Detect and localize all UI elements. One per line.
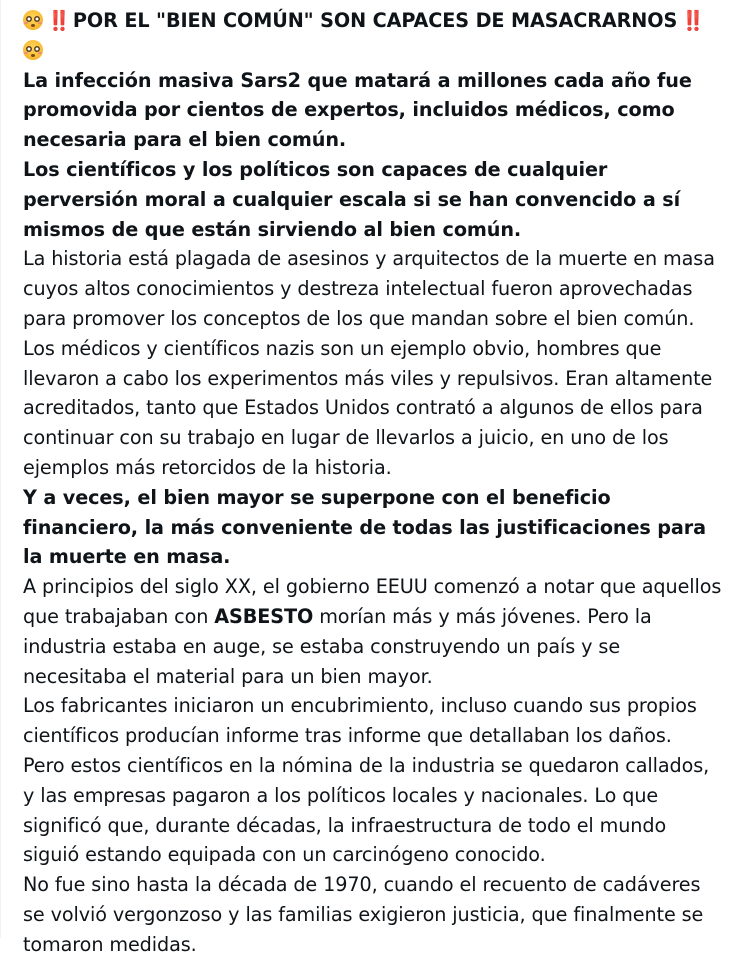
post-title-line <box>23 6 724 66</box>
flushed-face-icon <box>23 10 43 30</box>
paragraph-2: Los científicos y los políticos son capaces de cualquier perversión moral a cualquier escala si se han convencido a sí mismos de que están sirviendo al bien común. <box>23 157 681 241</box>
paragraph-5: Y a veces, el bien mayor se superpone con el beneficio financiero, la más conveniente de todas las justificaciones para la muerte en masa. <box>23 485 706 569</box>
paragraph-6-text-before: A principios del siglo XX, el gobierno EEUU comenzó a notar que aquellos que trabajaban con <box>23 575 722 628</box>
double-exclamation-icon: ‼️ <box>47 9 69 32</box>
paragraph-7: Los fabricantes iniciaron un encubrimiento, incluso cuando sus propios científicos producían informe tras informe que detallaban los daños. <box>23 694 697 748</box>
paragraph-1: La infección masiva Sars2 que matará a millones cada año fue promovida por cientos de expertos, incluidos médicos, como necesaria para el bien común. <box>23 68 692 152</box>
paragraph-6-text-after: morían más y más jóvenes. Pero la industria estaba en auge, se estaba construyendo un país y se necesitaba el material para un bien mayor. <box>23 604 652 688</box>
paragraph-8: Pero estos científicos en la nómina de la industria se quedaron callados, y las empresas pagaron a los políticos locales y nacionales. Lo que significó que, durante décadas, la infraestructura de todo el mundo siguió estando equipada con un carcinógeno conocido. <box>23 753 710 867</box>
post-title: POR EL "BIEN COMÚN" SON CAPACES DE MASACRARNOS <box>72 9 678 32</box>
paragraph-4: Los médicos y científicos nazis son un ejemplo obvio, hombres que llevaron a cabo los experimentos más viles y repulsivos. Eran altamente acreditados, tanto que Estados Unidos contrató a algunos de ellos para continuar con su trabajo en lugar de llevarlos a juicio, en uno de los ejemplos más retorcidos de la historia. <box>23 336 713 479</box>
flushed-face-icon <box>23 40 43 60</box>
asbesto-highlight: ASBESTO <box>214 604 314 628</box>
paragraph-3: La historia está plagada de asesinos y arquitectos de la muerte en masa cuyos altos conocimientos y destreza intelectual fueron aprovechadas para promover los conceptos de los que mandan sobre el bien común. <box>23 247 715 330</box>
double-exclamation-icon: ‼️ <box>681 9 704 32</box>
paragraph-6 <box>23 572 724 691</box>
paragraph-9: No fue sino hasta la década de 1970, cuando el recuento de cadáveres se volvió vergonzoso y las familias exigieron justicia, que finalmente se tomaron medidas. <box>23 873 704 956</box>
